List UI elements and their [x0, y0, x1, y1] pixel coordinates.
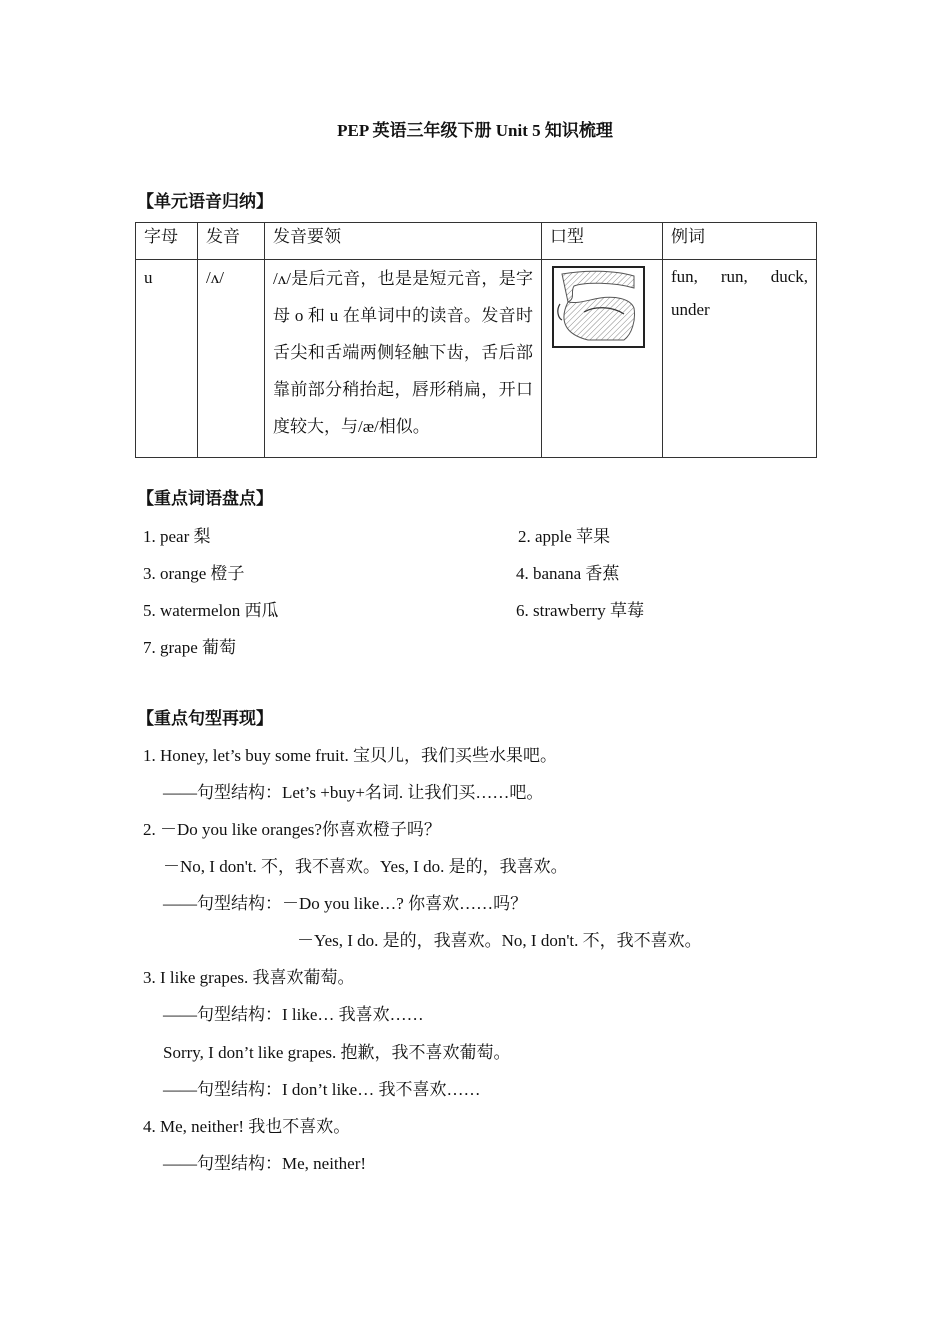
- vocab-item: 1. pear 梨: [143, 527, 211, 546]
- sentence-pattern-line: ——句型结构：Let’s +buy+名词. 让我们买……吧。: [163, 783, 544, 802]
- table-row: [136, 260, 817, 458]
- cell-sound: /ʌ/: [198, 260, 265, 458]
- table-header-row: [136, 223, 817, 260]
- sentence-line: －No, I don't. 不，我不喜欢。Yes, I do. 是的，我喜欢。: [163, 857, 568, 876]
- cell-tips: [265, 260, 542, 458]
- vocab-item: 2. apple 苹果: [518, 527, 611, 546]
- section-heading-phonics: 【单元语音归纳】: [137, 192, 273, 211]
- sentence-line: 1. Honey, let’s buy some fruit. 宝贝儿，我们买些水果吧。: [143, 746, 557, 765]
- header-examples: 例词: [663, 223, 817, 260]
- sentence-line: 3. I like grapes. 我喜欢葡萄。: [143, 968, 355, 987]
- header-tips: 发音要领: [265, 223, 542, 260]
- vocab-item: 6. strawberry 草莓: [516, 601, 644, 620]
- page-title: PEP 英语三年级下册 Unit 5 知识梳理: [337, 121, 613, 140]
- section-heading-sentences: 【重点句型再现】: [137, 709, 273, 728]
- example-words: fun, run, duck, under: [671, 267, 808, 319]
- header-sound: 发音: [198, 223, 265, 260]
- phonics-table: [135, 222, 817, 458]
- sentence-line: 2. －Do you like oranges?你喜欢橙子吗？: [143, 820, 441, 839]
- sentence-line: Sorry, I don’t like grapes. 抱歉，我不喜欢葡萄。: [163, 1043, 511, 1062]
- pronunciation-description: /ʌ/是后元音，也是是短元音，是字母 o 和 u 在单词中的读音。发音时舌尖和舌端两侧轻触下齿，舌后部靠前部分稍抬起，唇形稍扁，开口度较大，与/æ/相似。: [273, 269, 533, 436]
- sentence-pattern-line: ——句型结构：I like… 我喜欢……: [163, 1005, 424, 1024]
- sentence-pattern-line: ——句型结构：－Do you like…? 你喜欢……吗？: [163, 894, 528, 913]
- vocab-item: 7. grape 葡萄: [143, 638, 237, 657]
- header-mouth: 口型: [542, 223, 663, 260]
- cell-examples: [663, 260, 817, 458]
- sentence-pattern-line: ——句型结构：I don’t like… 我不喜欢……: [163, 1080, 481, 1099]
- header-letter: 字母: [136, 223, 198, 260]
- sentence-pattern-line: －Yes, I do. 是的，我喜欢。No, I don't. 不，我不喜欢。: [297, 931, 702, 950]
- vocab-item: 5. watermelon 西瓜: [143, 601, 279, 620]
- cell-letter: u: [136, 260, 198, 458]
- vocab-item: 4. banana 香蕉: [516, 564, 620, 583]
- sentence-pattern-line: ——句型结构：Me, neither!: [163, 1154, 367, 1173]
- vocab-item: 3. orange 橙子: [143, 564, 245, 583]
- mouth-shape-diagram: [552, 266, 645, 348]
- section-heading-vocab: 【重点词语盘点】: [137, 489, 273, 508]
- cell-mouth: [542, 260, 663, 458]
- sentence-line: 4. Me, neither! 我也不喜欢。: [143, 1117, 351, 1136]
